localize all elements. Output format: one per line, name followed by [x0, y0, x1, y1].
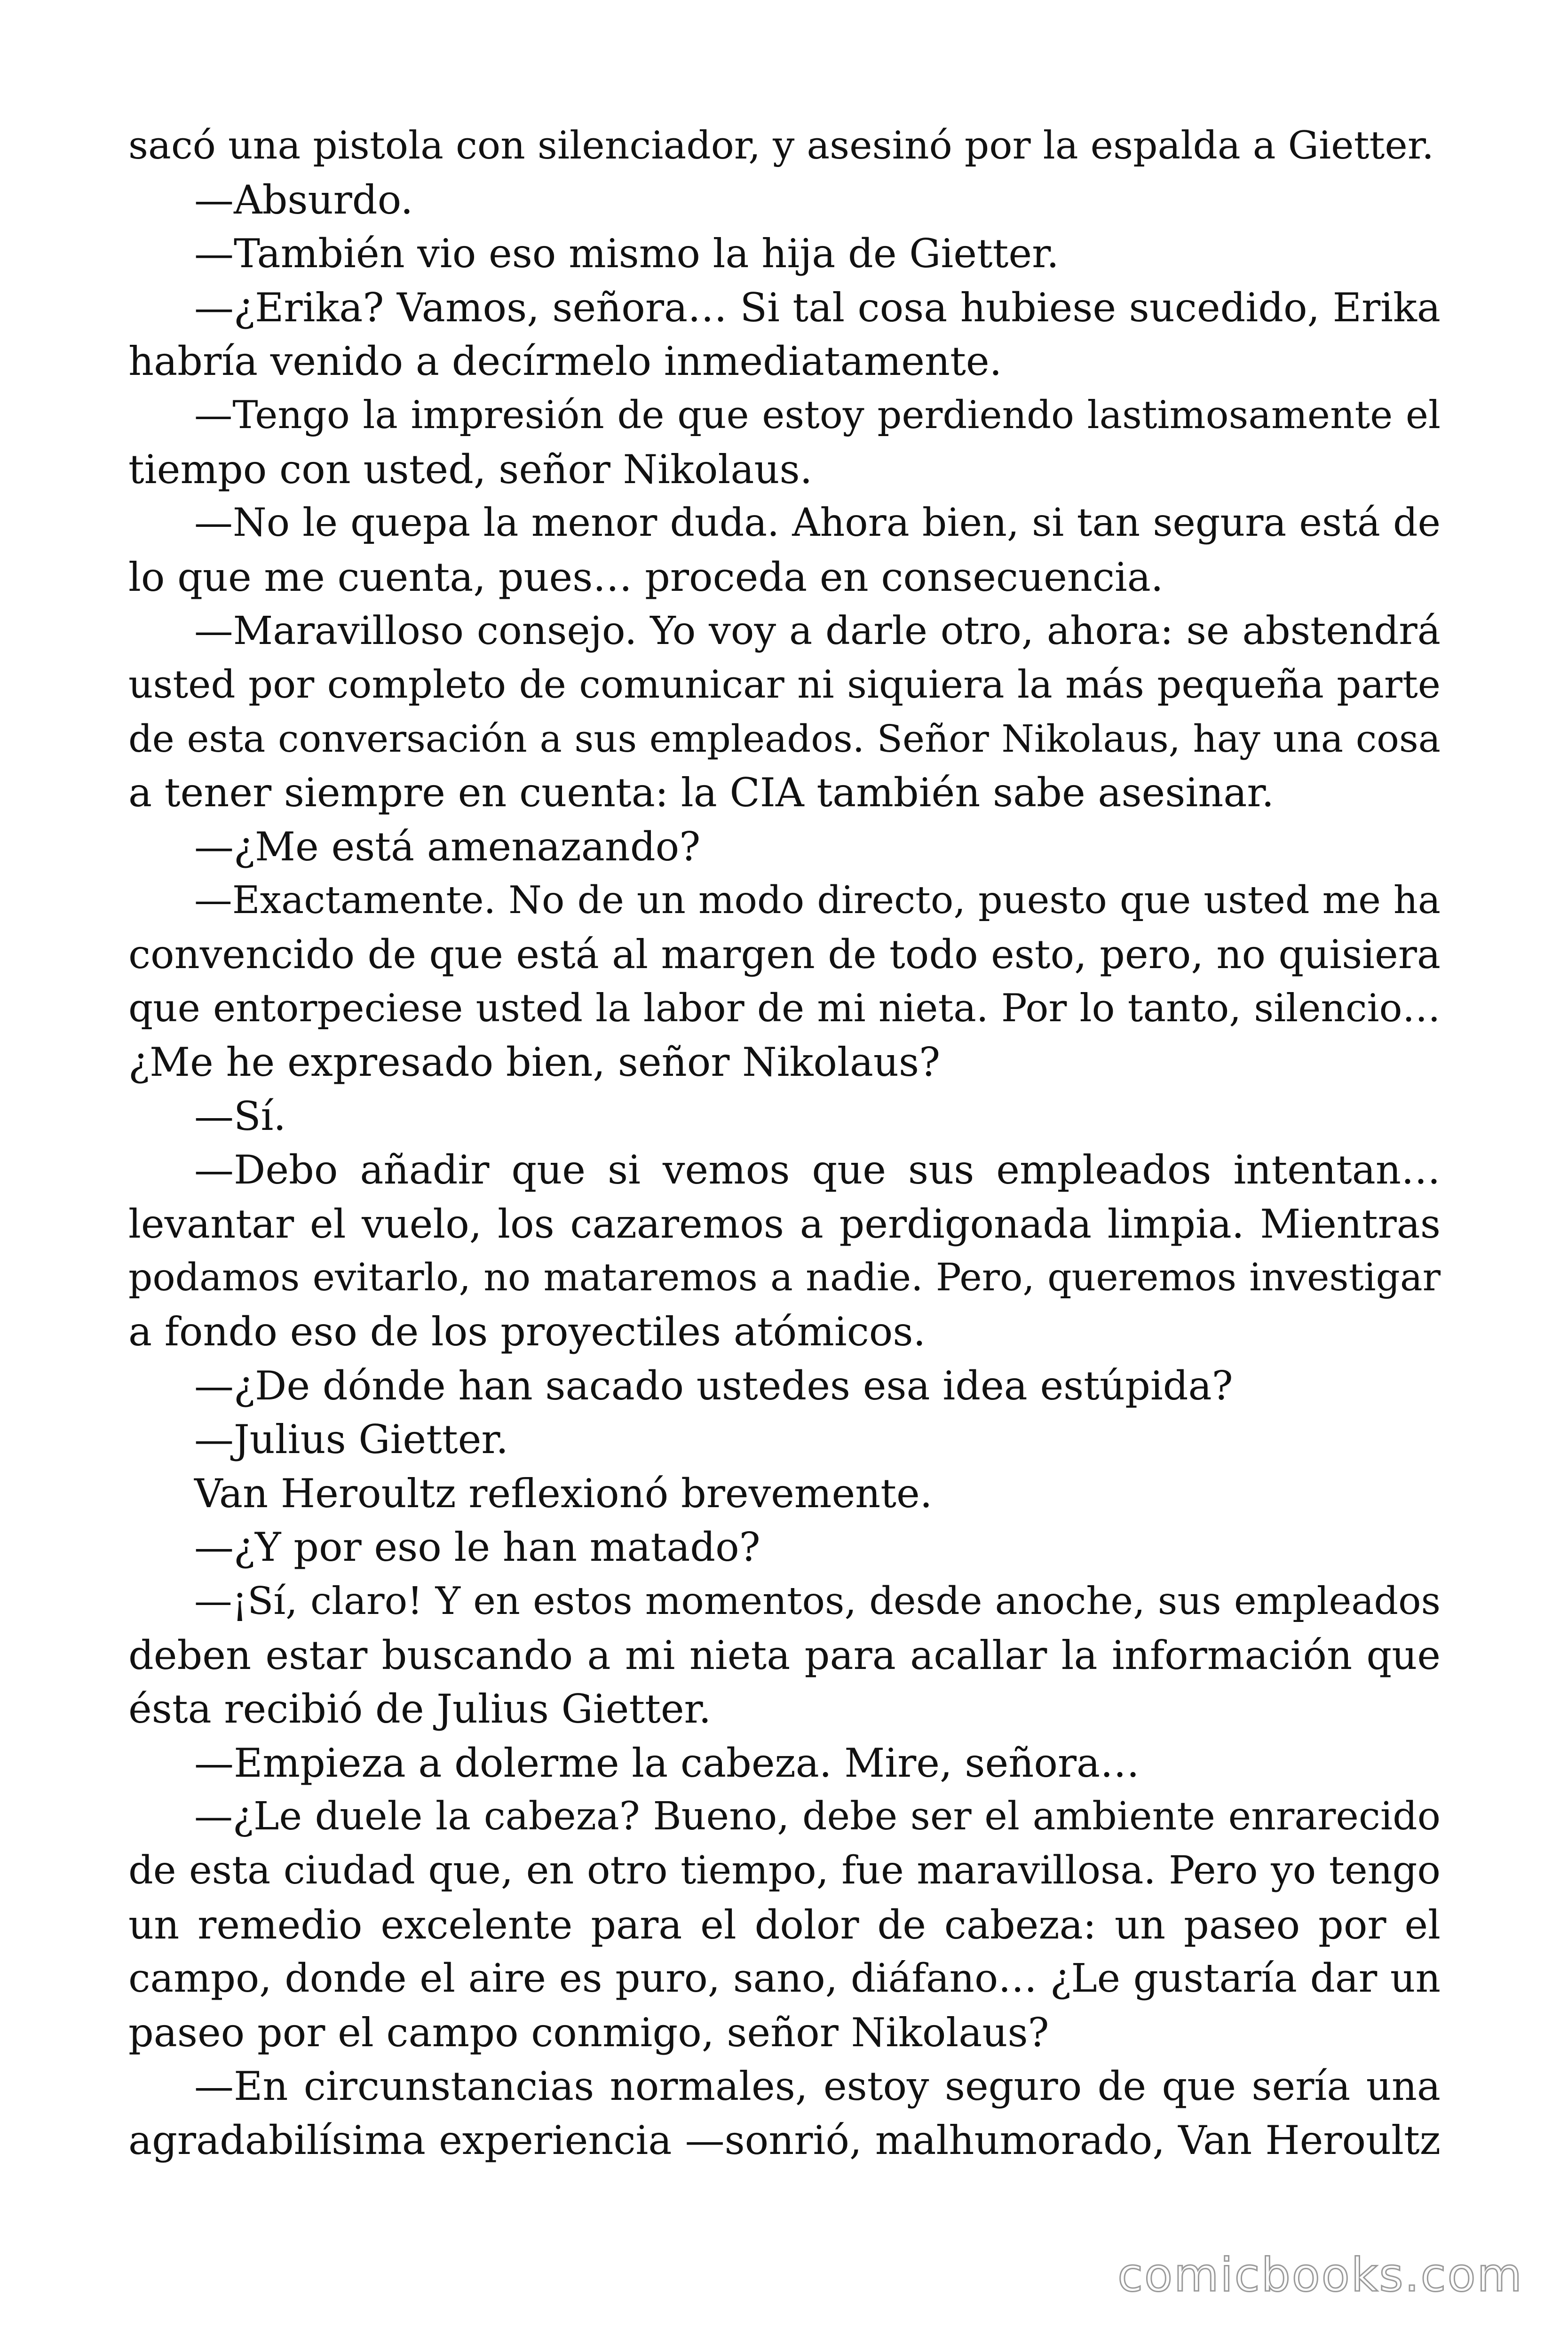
text-line: Van Heroultz reflexionó brevemente. — [194, 1470, 933, 1517]
text-line: —¿De dónde han sacado ustedes esa idea estúpida? — [194, 1362, 1233, 1409]
text-line: campo, donde el aire es puro, sano, diáfano… ¿Le gustaría dar un — [128, 1955, 1441, 2002]
text-line: paseo por el campo conmigo, señor Nikolaus? — [128, 2009, 1049, 2056]
text-line: —¿Le duele la cabeza? Bueno, debe ser el ambiente enrarecido — [194, 1794, 1441, 1839]
text-line: convencido de que está al margen de todo esto, pero, no quisiera — [128, 931, 1441, 977]
text-line: levantar el vuelo, los cazaremos a perdigonada limpia. Mientras — [128, 1200, 1441, 1247]
text-line: que entorpeciese usted la labor de mi nieta. Por lo tanto, silencio… — [128, 985, 1441, 1031]
text-line: —¡Sí, claro! Y en estos momentos, desde anoche, sus empleados — [194, 1579, 1441, 1624]
text-line: —Exactamente. No de un modo directo, puesto que usted me ha — [194, 878, 1441, 923]
text-line: —También vio eso mismo la hija de Gietter. — [194, 230, 1059, 277]
text-line: —Sí. — [194, 1093, 286, 1139]
text-line: sacó una pistola con silenciador, y asesinó por la espalda a Gietter. — [128, 123, 1434, 168]
text-line: podamos evitarlo, no mataremos a nadie. Pero, queremos investigar — [128, 1255, 1441, 1300]
text-line: ¿Me he expresado bien, señor Nikolaus? — [128, 1039, 941, 1086]
text-line: —Julius Gietter. — [194, 1416, 508, 1463]
text-line: de esta conversación a sus empleados. Señor Nikolaus, hay una cosa — [128, 716, 1441, 761]
text-line: a fondo eso de los proyectiles atómicos. — [128, 1309, 926, 1355]
body-text — [128, 119, 1441, 2168]
text-line: lo que me cuenta, pues… proceda en consecuencia. — [128, 554, 1164, 600]
text-line: un remedio excelente para el dolor de cabeza: un paseo por el — [128, 1901, 1441, 1948]
text-line: ésta recibió de Julius Gietter. — [128, 1686, 712, 1732]
text-line: usted por completo de comunicar ni siquiera la más pequeña parte — [128, 662, 1441, 707]
text-line: deben estar buscando a mi nieta para acallar la información que — [128, 1632, 1441, 1678]
text-line: habría venido a decírmelo inmediatamente. — [128, 338, 1002, 385]
text-line: —¿Y por eso le han matado? — [194, 1524, 760, 1571]
text-line: —No le quepa la menor duda. Ahora bien, si tan segura está de — [194, 501, 1441, 546]
text-line: —Maravilloso consejo. Yo voy a darle otro, ahora: se abstendrá — [194, 608, 1441, 654]
text-line: —Absurdo. — [194, 176, 413, 223]
watermark: comicbooks.com — [1117, 2249, 1523, 2302]
text-line: —¿Me está amenazando? — [194, 823, 701, 870]
text-line: —En circunstancias normales, estoy seguro de que sería una — [194, 2063, 1441, 2110]
text-line: —Empieza a dolerme la cabeza. Mire, señora… — [194, 1740, 1140, 1786]
text-line: tiempo con usted, señor Nikolaus. — [128, 446, 813, 493]
text-line: agradabilísima experiencia —sonrió, malhumorado, Van Heroultz — [128, 2117, 1441, 2163]
text-line: —Debo añadir que si vemos que sus empleados intentan… — [194, 1147, 1441, 1193]
text-line: a tener siempre en cuenta: la CIA también sabe asesinar. — [128, 770, 1275, 816]
text-line: de esta ciudad que, en otro tiempo, fue maravillosa. Pero yo tengo — [128, 1848, 1441, 1893]
text-line: —¿Erika? Vamos, señora… Si tal cosa hubiese sucedido, Erika — [194, 284, 1441, 331]
text-line: —Tengo la impresión de que estoy perdiendo lastimosamente el — [194, 392, 1441, 437]
